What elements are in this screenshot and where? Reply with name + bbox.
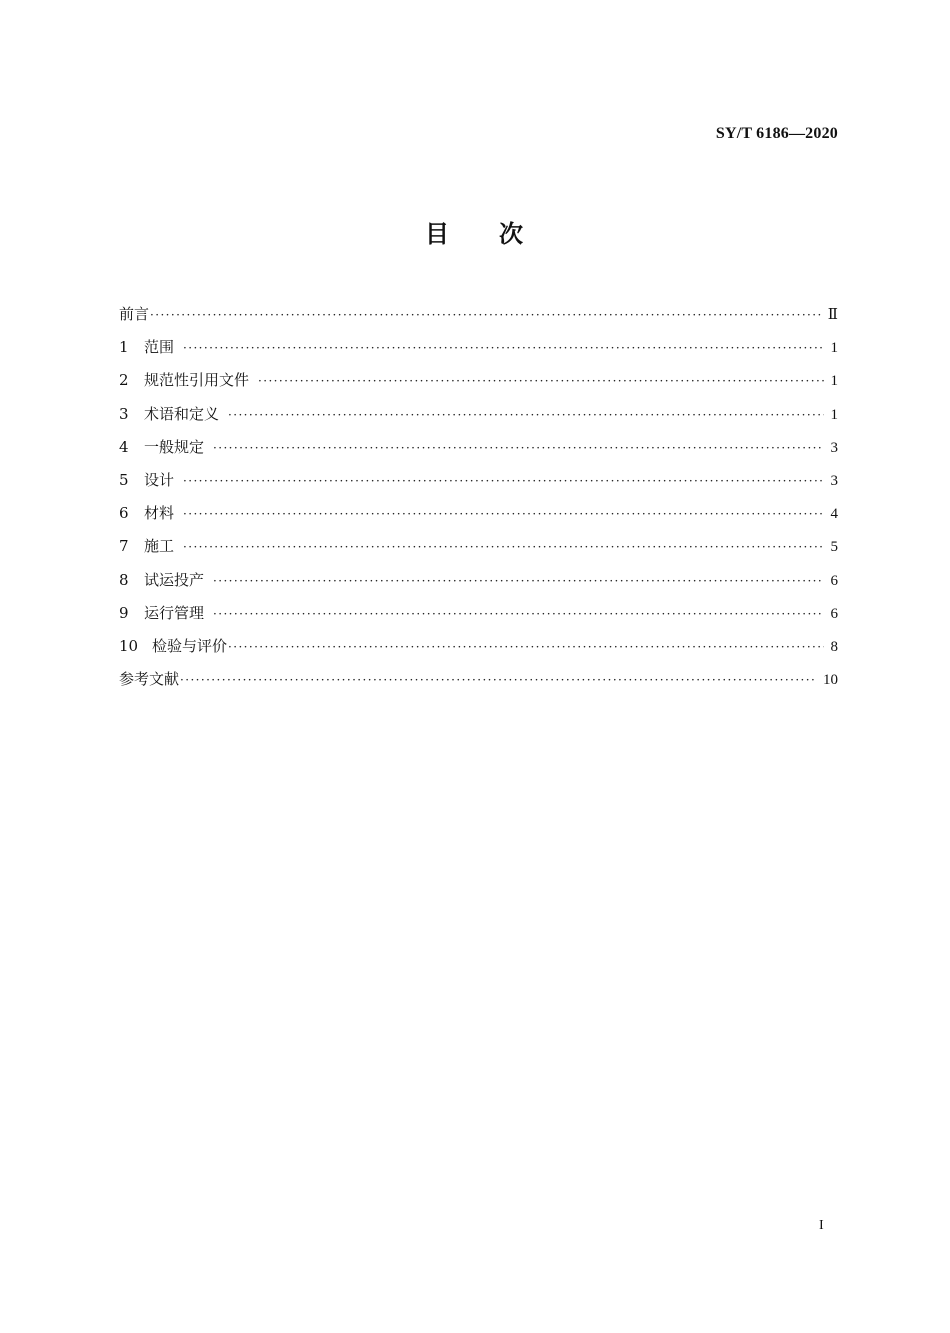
toc-entry-2[interactable] — [119, 366, 838, 399]
toc-entry-number: 8 — [119, 570, 129, 589]
toc-dot-leader — [182, 500, 824, 528]
toc-entry-page: 3 — [830, 472, 838, 489]
toc-dot-leader — [212, 600, 824, 628]
toc-entry-number: 1 — [119, 338, 129, 357]
toc-entry-number: 6 — [119, 504, 129, 523]
toc-dot-leader — [179, 666, 817, 694]
page-title-char-2: 次 — [499, 220, 525, 248]
toc-entry-label: 运行管理 — [144, 603, 205, 622]
toc-entry-page: 6 — [830, 572, 838, 589]
toc-entry-number: 10 — [119, 636, 139, 655]
toc-entry-label: 参考文献 — [119, 670, 180, 689]
toc-dot-leader — [227, 401, 824, 429]
toc-entry-label: 材料 — [144, 504, 175, 523]
toc-dot-leader — [227, 633, 824, 661]
page-title — [0, 214, 950, 249]
toc-entry-label: 检验与评价 — [152, 636, 228, 655]
toc-entry-number: 9 — [119, 603, 129, 622]
toc-entry-label: 前言 — [119, 305, 150, 323]
toc-entry-page: 1 — [830, 406, 838, 423]
toc-entry-3[interactable] — [119, 400, 838, 433]
toc-entry-page: 3 — [830, 439, 838, 456]
toc-entry-label: 范围 — [144, 338, 175, 357]
toc-entry-number: 5 — [119, 470, 129, 489]
toc-entry-10[interactable] — [119, 632, 838, 665]
toc-dot-leader — [212, 434, 824, 462]
toc-dot-leader — [182, 533, 824, 561]
toc-entry-1[interactable] — [119, 333, 838, 366]
toc-entry-9[interactable] — [119, 599, 838, 632]
toc-dot-leader — [182, 467, 824, 495]
toc-entry-number: 2 — [119, 371, 129, 390]
toc-dot-leader — [182, 334, 824, 362]
page-number: I — [819, 1218, 824, 1233]
toc-entry-page: 5 — [830, 539, 838, 556]
page-title-char-1: 目 — [425, 220, 451, 248]
toc-entry-number: 4 — [119, 437, 129, 456]
toc-entry-8[interactable] — [119, 566, 838, 599]
toc-entry-number: 7 — [119, 537, 129, 556]
toc-entry-label: 施工 — [144, 537, 175, 556]
table-of-contents — [119, 300, 838, 698]
toc-entry-references[interactable] — [119, 665, 838, 698]
toc-entry-page: 8 — [830, 638, 838, 655]
toc-dot-leader — [149, 301, 822, 329]
toc-dot-leader — [212, 567, 824, 595]
toc-entry-page: 4 — [830, 506, 838, 523]
toc-entry-preface[interactable] — [119, 300, 838, 333]
toc-entry-7[interactable] — [119, 532, 838, 565]
toc-entry-page: 1 — [830, 340, 838, 357]
toc-entry-page: 1 — [830, 373, 838, 390]
toc-entry-page: Ⅱ — [827, 307, 838, 323]
toc-entry-5[interactable] — [119, 466, 838, 499]
toc-entry-label: 规范性引用文件 — [144, 371, 250, 390]
toc-entry-number: 3 — [119, 404, 129, 423]
toc-entry-label: 一般规定 — [144, 437, 205, 456]
toc-entry-page: 6 — [830, 605, 838, 622]
toc-entry-label: 术语和定义 — [144, 404, 220, 423]
toc-dot-leader — [257, 367, 824, 395]
toc-entry-page: 10 — [823, 672, 838, 689]
toc-entry-label: 设计 — [144, 470, 175, 489]
toc-entry-6[interactable] — [119, 499, 838, 532]
toc-entry-label: 试运投产 — [144, 570, 205, 589]
standard-code: SY/T 6186—2020 — [715, 125, 838, 142]
toc-entry-4[interactable] — [119, 433, 838, 466]
